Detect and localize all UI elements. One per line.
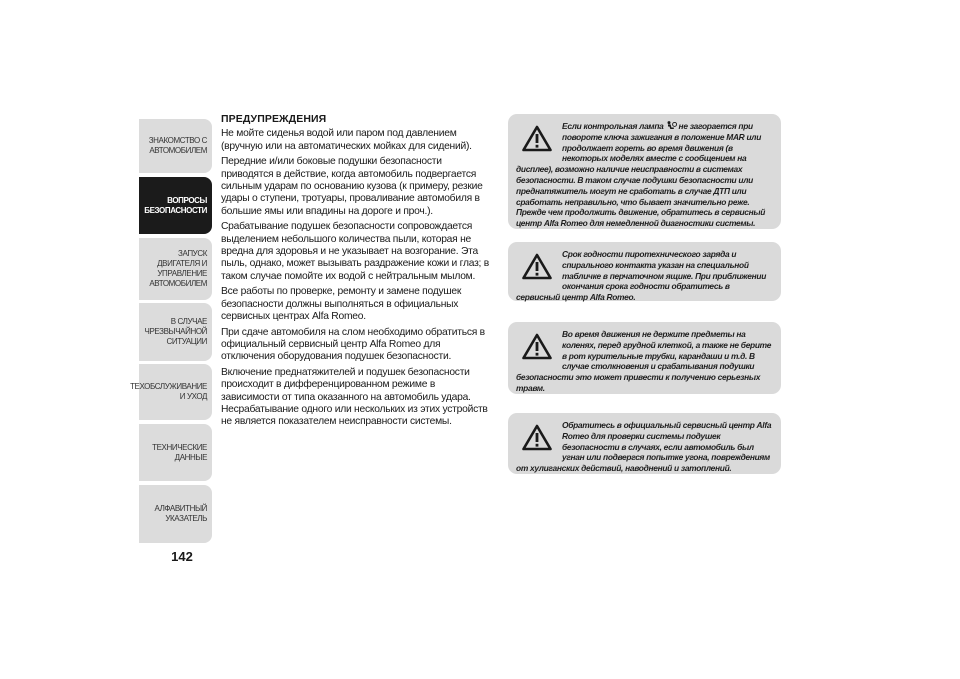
- tab-alfavitnyi-ukazatel[interactable]: АЛФАВИТНЫЙ УКАЗАТЕЛЬ: [139, 485, 212, 543]
- warning-box: [508, 413, 781, 474]
- warning-box: [508, 322, 781, 394]
- warning-text: Если контрольная лампа: [562, 121, 666, 131]
- paragraph: При сдаче автомобиля на слом необходимо обратиться в официальный сервисный центр Alfa Romeo для отключения оборудования подушек безопасности.: [221, 326, 485, 363]
- warning-triangle-icon: [516, 420, 558, 454]
- main-text-column: [221, 113, 493, 432]
- airbag-warning-icon: [666, 121, 677, 130]
- warning-triangle-icon: [516, 249, 558, 283]
- page-number: 142: [171, 549, 193, 564]
- paragraph: Срабатывание подушек безопасности сопровождается выделением небольшого количества пыли, которая не вредна для здоровья и не указывает на возгорание. Эта пыль, однако, может вызывать раздражение кожи и глаз; в таком случае помойте их водой с нейтральным мылом.: [221, 221, 489, 282]
- paragraph: Все работы по проверке, ремонту и замене подушек безопасности должны выполняться в официальных сервисных центрах Alfa Romeo.: [221, 286, 462, 323]
- tab-tehnicheskie-dannye[interactable]: ТЕХНИЧЕСКИЕ ДАННЫЕ: [139, 424, 212, 481]
- warning-box: [508, 242, 781, 301]
- tab-zapusk-dvigatelya[interactable]: ЗАПУСК ДВИГАТЕЛЯ И УПРАВЛЕНИЕ АВТОМОБИЛЕМ: [139, 238, 212, 300]
- warning-triangle-icon: [516, 121, 558, 155]
- warning-text: не загорается при повороте ключа зажигания в положение MAR или продолжает гореть во время движения (в некоторых моделях вместе с сообщением на дисплее), возможно наличие неисправности в системах безопасности. В таком случае подушки безопасности или преднатяжитель могут не сработать в случае ДТП или сработать неправильно, что бывает значительно реже. Прежде чем продолжить движение, обратитесь в сервисный центр Alfa Romeo для немедленной диагностики системы.: [516, 121, 766, 229]
- paragraph: Передние и/или боковые подушки безопасности приводятся в действие, когда автомобиль подвергается сильным ударам по основанию кузова (к примеру, резкие удары о ступени, тротуары, проваливание автомобиля в большие ямы или впадины на дороге и проч.).: [221, 156, 483, 217]
- section-title: ПРЕДУПРЕЖДЕНИЯ: [221, 113, 327, 125]
- warning-text: Обратитесь в официальный сервисный центр Alfa Romeo для проверки системы подушек безопасности в случаях, если автомобиль был угнан или подвергся попытке угона, повреждениям от хулиганских действий, наводнений и затоплений.: [516, 420, 772, 474]
- tab-tehobsluzhivanie[interactable]: ТЕХОБСЛУЖИВАНИЕ И УХОД: [139, 364, 212, 420]
- tab-znakomstvo[interactable]: ЗНАКОМСТВО С АВТОМОБИЛЕМ: [139, 119, 212, 173]
- warning-text: Срок годности пиротехнического заряда и спирального контакта указан на специальной табличке в перчаточном ящике. При приближении окончания срока годности обратитесь в сервисный центр Alfa Romeo.: [516, 249, 767, 303]
- paragraph: Включение преднатяжителей и подушек безопасности происходит в дифференцированном режиме в зависимости от типа оказанного на автомобиль удара. Несрабатывание одного или нескольких из этих устройств не является показателем неисправности системы.: [221, 366, 488, 428]
- paragraph: Не мойте сиденья водой или паром под давлением (вручную или на автоматических мойках для сидений).: [221, 128, 472, 152]
- warning-box: [508, 114, 781, 229]
- warning-text: Во время движения не держите предметы на коленях, перед грудной клеткой, а также не берите в рот курительные трубки, карандаши и т.д. В случае столкновения и срабатывания подушки безопасности это может привести к получению серьезных травм.: [516, 329, 772, 393]
- tab-chrezvychainaya-situaciya[interactable]: В СЛУЧАЕ ЧРЕЗВЫЧАЙНОЙ СИТУАЦИИ: [139, 303, 212, 361]
- tab-voprosy-bezopasnosti[interactable]: ВОПРОСЫ БЕЗОПАСНОСТИ: [139, 177, 212, 234]
- warning-triangle-icon: [516, 329, 558, 363]
